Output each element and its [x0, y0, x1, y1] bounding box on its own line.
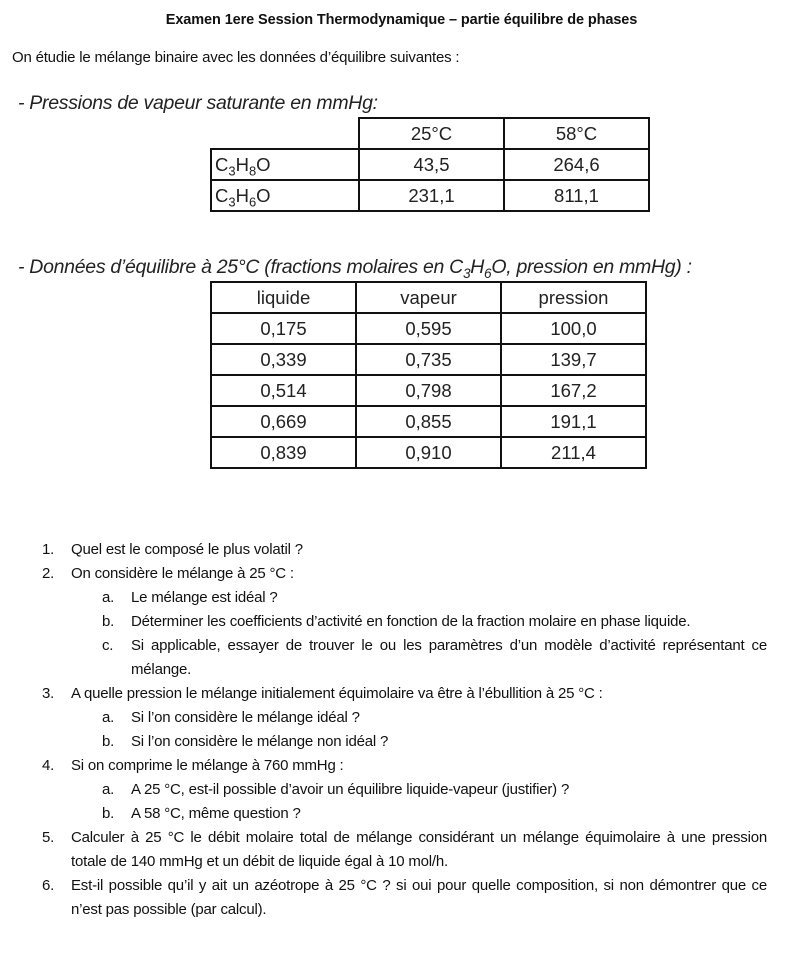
pressure-cell: 211,4	[501, 437, 646, 468]
subquestion-letter: a.	[102, 781, 115, 798]
subquestion-text: Si l’on considère le mélange non idéal ?	[131, 733, 389, 750]
subquestion-item	[0, 706, 803, 730]
subquestion-item	[0, 802, 803, 826]
subquestion-text: A 25 °C, est-il possible d’avoir un équilibre liquide-vapeur (justifier) ?	[131, 781, 570, 798]
value-cell: 264,6	[504, 149, 649, 180]
question-number: 1.	[42, 541, 55, 558]
liquid-cell: 0,669	[211, 406, 356, 437]
subquestion-letter: b.	[102, 733, 115, 750]
question-item	[0, 826, 803, 874]
question-number: 3.	[42, 685, 55, 702]
exam-title: Examen 1ere Session Thermodynamique – partie équilibre de phases	[165, 12, 638, 28]
value-cell: 811,1	[504, 180, 649, 211]
table-header-row	[211, 118, 649, 149]
vapor-cell: 0,595	[356, 313, 501, 344]
table-row	[211, 406, 646, 437]
subquestion-item	[0, 778, 803, 802]
liquid-cell: 0,175	[211, 313, 356, 344]
pressure-cell: 191,1	[501, 406, 646, 437]
table-row	[211, 344, 646, 375]
subquestion-item	[0, 610, 803, 634]
question-number: 4.	[42, 757, 55, 774]
subquestion-letter: a.	[102, 589, 115, 606]
question-text: Est-il possible qu’il y ait un azéotrope à 25 °C ? si oui pour quelle composition, si non démontrer que ce n’est pas possible (par calcul).	[71, 877, 767, 918]
question-text: Quel est le composé le plus volatil ?	[71, 541, 303, 558]
table-header-row	[211, 282, 646, 313]
empty-corner-cell	[211, 118, 359, 149]
question-item	[0, 754, 803, 778]
vapor-cell: 0,855	[356, 406, 501, 437]
vapor-pressure-heading: - Pressions de vapeur saturante en mmHg:	[18, 92, 378, 114]
subquestion-item	[0, 586, 803, 610]
question-text: Calculer à 25 °C le débit molaire total de mélange considérant un mélange équimolaire à une pression totale de 140 mmHg et un débit de liquide égal à 10 mol/h.	[71, 829, 767, 870]
compound-cell: $C_3H_6O$	[211, 180, 359, 211]
value-cell: 231,1	[359, 180, 504, 211]
subquestion-text: Si l’on considère le mélange idéal ?	[131, 709, 360, 726]
question-list	[0, 538, 803, 922]
subquestion-letter: b.	[102, 613, 115, 630]
vapor-cell: 0,798	[356, 375, 501, 406]
equilibrium-data-table	[210, 281, 647, 469]
vapor-cell: 0,910	[356, 437, 501, 468]
liquid-cell: 0,839	[211, 437, 356, 468]
subquestion-text: Déterminer les coefficients d’activité en fonction de la fraction molaire en phase liquide.	[131, 613, 691, 630]
question-number: 6.	[42, 877, 55, 894]
subquestion-item	[0, 634, 803, 682]
question-text: A quelle pression le mélange initialement équimolaire va être à l’ébullition à 25 °C :	[71, 685, 603, 702]
table-row	[211, 149, 649, 180]
question-text: On considère le mélange à 25 °C :	[71, 565, 294, 582]
column-header: liquide	[211, 282, 356, 313]
equilibrium-data-heading: - Données d’équilibre à 25°C (fractions molaires en $C_3H_6O$, pression en mmHg) :	[18, 256, 692, 281]
subquestion-text: A 58 °C, même question ?	[131, 805, 301, 822]
column-header: 58°C	[504, 118, 649, 149]
liquid-cell: 0,339	[211, 344, 356, 375]
subquestion-text: Si applicable, essayer de trouver le ou les paramètres d’un modèle d’activité représentant ce mélange.	[131, 637, 767, 678]
table-row	[211, 437, 646, 468]
question-item	[0, 538, 803, 562]
question-item	[0, 562, 803, 586]
liquid-cell: 0,514	[211, 375, 356, 406]
vapor-cell: 0,735	[356, 344, 501, 375]
subquestion-letter: b.	[102, 805, 115, 822]
value-cell: 43,5	[359, 149, 504, 180]
table-row	[211, 375, 646, 406]
pressure-cell: 100,0	[501, 313, 646, 344]
subquestion-item	[0, 730, 803, 754]
subquestion-text: Le mélange est idéal ?	[131, 589, 278, 606]
column-header: 25°C	[359, 118, 504, 149]
column-header: pression	[501, 282, 646, 313]
vapor-pressure-table	[210, 117, 650, 212]
subquestion-letter: c.	[102, 637, 114, 654]
compound-cell: $C_3H_8O$	[211, 149, 359, 180]
table-row	[211, 180, 649, 211]
question-text: Si on comprime le mélange à 760 mmHg :	[71, 757, 344, 774]
table-row	[211, 313, 646, 344]
column-header: vapeur	[356, 282, 501, 313]
question-item	[0, 682, 803, 706]
question-number: 5.	[42, 829, 55, 846]
question-item	[0, 874, 803, 922]
pressure-cell: 167,2	[501, 375, 646, 406]
question-number: 2.	[42, 565, 55, 582]
subquestion-letter: a.	[102, 709, 115, 726]
pressure-cell: 139,7	[501, 344, 646, 375]
intro-text: On étudie le mélange binaire avec les données d’équilibre suivantes :	[12, 49, 460, 66]
